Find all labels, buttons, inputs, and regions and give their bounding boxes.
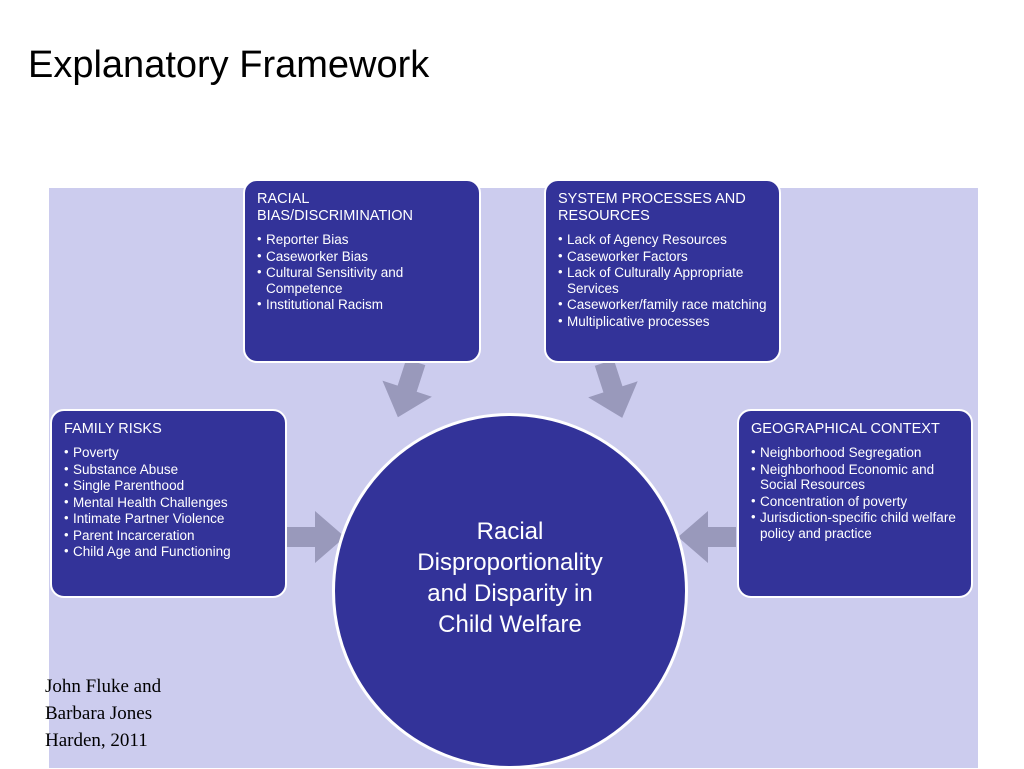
- arrow-system-processes-to-center: [560, 362, 650, 426]
- list-item: • Lack of Culturally Appropriate Services: [558, 265, 767, 296]
- list-item: • Mental Health Challenges: [64, 495, 273, 511]
- node-family-risks-title: FAMILY RISKS: [64, 421, 162, 437]
- node-racial-bias: [243, 179, 481, 363]
- list-item: • Substance Abuse: [64, 462, 273, 478]
- page-title: Explanatory Framework: [28, 44, 430, 86]
- list-item: • Poverty: [64, 445, 273, 461]
- list-item: • Single Parenthood: [64, 478, 273, 494]
- list-item: • Intimate Partner Violence: [64, 511, 273, 527]
- list-item: • Institutional Racism: [257, 297, 467, 313]
- node-geographical-context: [737, 409, 973, 598]
- credit-line-3: Harden, 2011: [45, 730, 148, 751]
- node-system-processes-title: SYSTEM PROCESSES AND RESOURCES: [558, 191, 746, 224]
- list-item: • Child Age and Functioning: [64, 544, 273, 560]
- node-racial-bias-bullets: [257, 232, 467, 313]
- center-line-2: Disproportionality: [417, 549, 603, 576]
- center-node-label: [387, 516, 632, 640]
- list-item: • Jurisdiction-specific child welfare policy and practice: [751, 510, 959, 541]
- list-item: • Multiplicative processes: [558, 314, 767, 330]
- node-geographical-context-title: GEOGRAPHICAL CONTEXT: [751, 421, 940, 437]
- list-item: • Cultural Sensitivity and Competence: [257, 265, 467, 296]
- center-line-4: Child Welfare: [438, 611, 582, 638]
- list-item: • Neighborhood Segregation: [751, 445, 959, 461]
- center-line-1: Racial: [476, 518, 544, 545]
- list-item: • Caseworker Bias: [257, 249, 467, 265]
- list-item: • Lack of Agency Resources: [558, 232, 767, 248]
- center-line-3: and Disparity in: [427, 580, 593, 607]
- node-family-risks: [50, 409, 287, 598]
- list-item: • Caseworker Factors: [558, 249, 767, 265]
- node-family-risks-bullets: [64, 445, 273, 560]
- source-credit: [45, 673, 161, 754]
- node-system-processes: [544, 179, 781, 363]
- list-item: • Caseworker/family race matching: [558, 297, 767, 313]
- node-geographical-context-bullets: [751, 445, 959, 541]
- credit-line-1: John Fluke and: [45, 676, 162, 697]
- credit-line-2: Barbara Jones: [45, 703, 153, 724]
- list-item: • Neighborhood Economic and Social Resources: [751, 462, 959, 493]
- list-item: • Reporter Bias: [257, 232, 467, 248]
- center-node: [332, 413, 688, 769]
- list-item: • Concentration of poverty: [751, 494, 959, 510]
- node-system-processes-bullets: [558, 232, 767, 329]
- node-racial-bias-title: RACIAL BIAS/DISCRIMINATION: [257, 191, 414, 224]
- list-item: • Parent Incarceration: [64, 528, 273, 544]
- arrow-racial-bias-to-center: [372, 362, 462, 426]
